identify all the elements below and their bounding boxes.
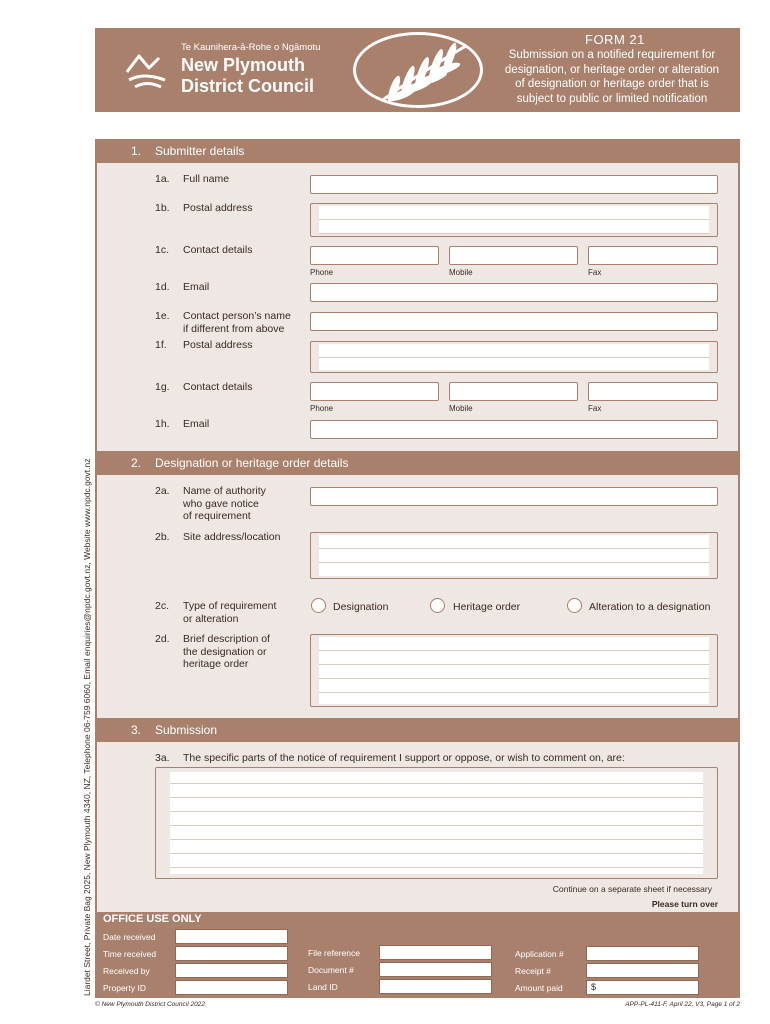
item-1g-number: 1g. (155, 381, 170, 393)
item-2a-label-line: of requirement (183, 510, 251, 522)
item-2b-number: 2b. (155, 531, 170, 543)
postal-address-input[interactable] (310, 203, 718, 237)
item-2d-label-line: heritage order (183, 658, 249, 670)
site-address-input[interactable] (310, 532, 718, 579)
alteration-radio-label: Alteration to a designation (589, 601, 711, 613)
designation-radio[interactable] (311, 598, 326, 613)
item-2a-label-line: Name of authority (183, 485, 266, 497)
item-1e-label-line2: if different from above (183, 323, 285, 335)
header-banner (95, 28, 740, 112)
section3-header (95, 718, 740, 742)
section3-number: 3. (131, 723, 142, 737)
item-2d-number: 2d. (155, 633, 170, 645)
fern-leaf-icon (356, 35, 483, 108)
item-2a-number: 2a. (155, 485, 170, 497)
footer-copyright: © New Plymouth District Council 2022 (95, 1001, 205, 1008)
property-id-input[interactable] (175, 980, 288, 995)
contact-side-text: Liardet Street, Private Bag 2025, New Plymouth 4340, NZ, Telephone 06-759 6060, Email enquiries@npdc.govt.nz, Website www.npdc.govt.nz (82, 458, 92, 996)
item-3a-label: The specific parts of the notice of requirement I support or oppose, or wish to comment on, are: (183, 752, 625, 764)
contact-fax-sublabel: Fax (588, 404, 602, 413)
form-title-line: Submission on a notified requirement for (508, 49, 716, 61)
property-id-label: Property ID (103, 983, 146, 993)
item-1c-number: 1c. (155, 244, 170, 256)
footer-doc-ref: APP-PL-411-F, April 22, V3, Page 1 of 2 (625, 1001, 740, 1008)
form-title-line: of designation or heritage order that is (515, 78, 709, 90)
item-1a-label: Full name (183, 173, 230, 185)
council-maori-name: Te Kaunihera-ā-Rohe o Ngāmotu (181, 42, 321, 53)
contact-mobile-sublabel: Mobile (449, 404, 473, 413)
application-no-label: Application # (515, 949, 564, 959)
mobile-sublabel: Mobile (449, 268, 473, 277)
fax-sublabel: Fax (588, 268, 602, 277)
turn-over-note: Please turn over (651, 899, 718, 909)
fax-input[interactable] (588, 246, 718, 265)
item-2d-label-line: Brief description of (183, 633, 270, 645)
received-by-input[interactable] (175, 963, 288, 978)
section1-title: Submitter details (155, 144, 245, 158)
contact-mobile-input[interactable] (449, 382, 578, 401)
item-1d-number: 1d. (155, 281, 170, 293)
item-1d-label: Email (183, 281, 210, 293)
form-title (487, 48, 737, 106)
item-2c-number: 2c. (155, 600, 170, 612)
item-1c-label: Contact details (183, 244, 253, 256)
email-input[interactable] (310, 283, 718, 302)
full-name-input[interactable] (310, 175, 718, 194)
document-no-input[interactable] (379, 962, 492, 977)
contact-phone-sublabel: Phone (310, 404, 334, 413)
authority-name-input[interactable] (310, 487, 718, 506)
land-id-label: Land ID (308, 982, 338, 992)
contact-fax-input[interactable] (588, 382, 718, 401)
time-received-input[interactable] (175, 946, 288, 961)
item-2c-label (183, 600, 276, 625)
phone-input[interactable] (310, 246, 439, 265)
item-2c-label-line: Type of requirement (183, 600, 277, 612)
item-3a-number: 3a. (155, 752, 170, 764)
item-2d-label (183, 633, 270, 671)
date-received-input[interactable] (175, 929, 288, 944)
item-2d-label-line: the designation or (183, 645, 267, 658)
received-by-label: Received by (103, 966, 150, 976)
item-1g-label: Contact details (183, 381, 253, 393)
item-2c-label-line: or alteration (183, 612, 239, 625)
council-name-line1: New Plymouth (181, 55, 306, 75)
item-2a-label (183, 485, 266, 523)
brief-description-input[interactable] (310, 634, 718, 707)
form-title-line: subject to public or limited notification (516, 92, 708, 105)
document-no-label: Document # (308, 965, 354, 975)
file-reference-input[interactable] (379, 945, 492, 960)
time-received-label: Time received (103, 949, 157, 959)
section2-header (95, 451, 740, 475)
application-no-input[interactable] (586, 946, 699, 961)
contact-postal-address-input[interactable] (310, 341, 718, 373)
submission-input[interactable] (155, 767, 718, 879)
item-2a-label-line: who gave notice (183, 497, 259, 510)
item-1e-number: 1e. (155, 310, 170, 322)
heritage-order-radio-label: Heritage order (453, 601, 521, 613)
amount-paid-label: Amount paid (515, 983, 563, 993)
council-name-line2: District Council (181, 76, 315, 96)
office-use-title: OFFICE USE ONLY (103, 913, 202, 925)
mobile-input[interactable] (449, 246, 578, 265)
date-received-label: Date received (103, 932, 156, 942)
item-1a-number: 1a. (155, 173, 170, 185)
contact-email-input[interactable] (310, 420, 718, 439)
item-2b-label: Site address/location (183, 531, 281, 543)
section2-number: 2. (131, 456, 142, 470)
item-1b-label: Postal address (183, 202, 253, 214)
item-1h-number: 1h. (155, 418, 170, 430)
section3-title: Submission (155, 723, 218, 737)
file-reference-label: File reference (308, 948, 360, 958)
continue-note: Continue on a separate sheet if necessary (552, 884, 712, 894)
amount-paid-input[interactable] (586, 980, 699, 995)
form-title-line: designation, or heritage order or alteration (504, 63, 720, 76)
contact-phone-input[interactable] (310, 382, 439, 401)
item-1e-label-line1: Contact person’s name (183, 310, 291, 322)
form-number: FORM 21 (585, 32, 645, 47)
item-1h-label: Email (183, 418, 210, 430)
receipt-no-label: Receipt # (515, 966, 551, 976)
land-id-input[interactable] (379, 979, 492, 994)
designation-radio-label: Designation (333, 601, 389, 613)
section1-header (95, 139, 740, 163)
item-1f-number: 1f. (155, 339, 167, 351)
item-1f-label: Postal address (183, 339, 253, 351)
section2-title: Designation or heritage order details (155, 456, 349, 470)
phone-sublabel: Phone (310, 268, 334, 277)
council-logo-icon (123, 50, 171, 92)
fern-emblem (353, 32, 483, 108)
heritage-order-radio[interactable] (430, 598, 445, 613)
item-1b-number: 1b. (155, 202, 170, 214)
section1-number: 1. (131, 144, 142, 158)
currency-symbol: $ (591, 982, 597, 992)
contact-person-input[interactable] (310, 312, 718, 331)
alteration-radio[interactable] (567, 598, 582, 613)
receipt-no-input[interactable] (586, 963, 699, 978)
